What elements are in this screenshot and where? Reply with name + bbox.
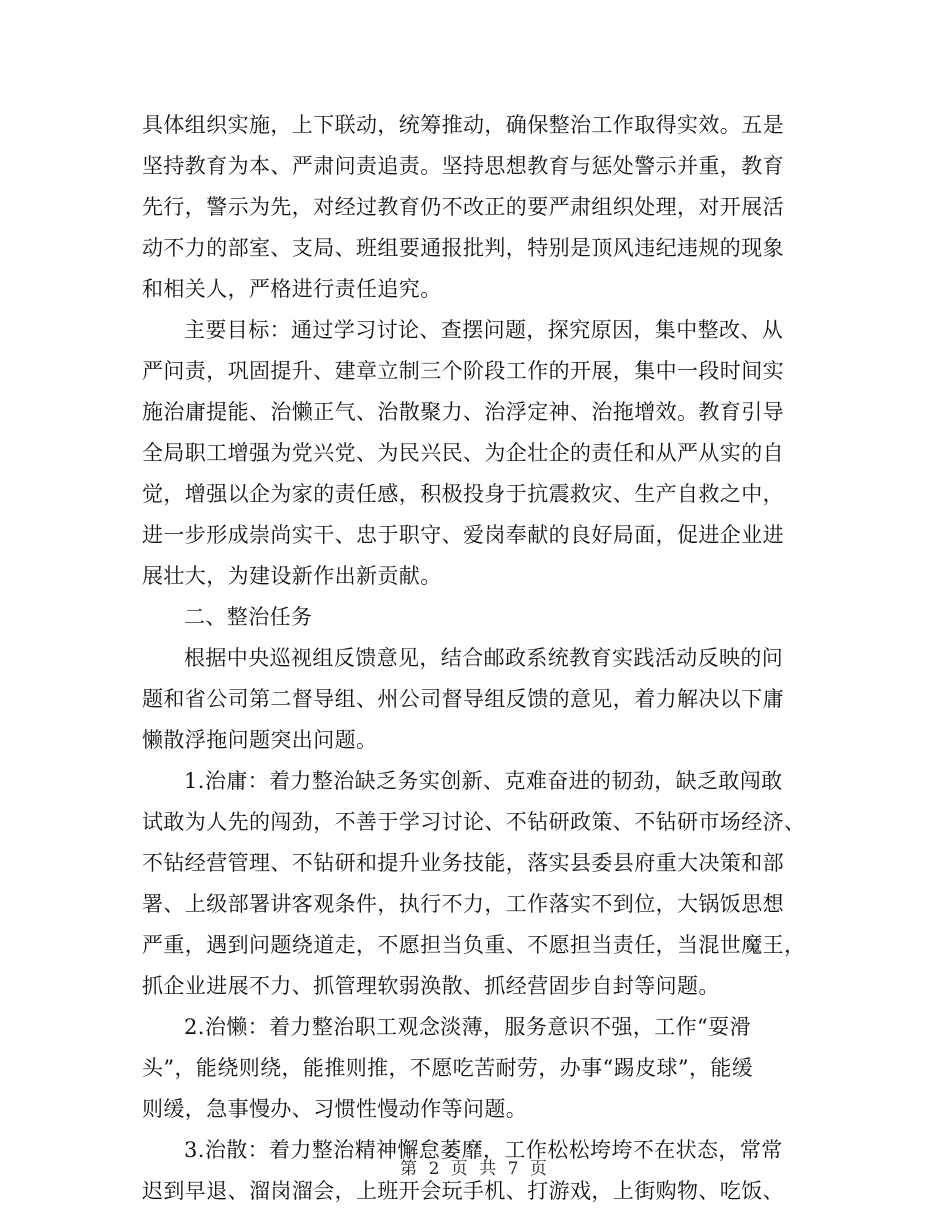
text-line: 则缓，急事慢办、习惯性慢动作等问题。: [142, 1097, 528, 1121]
text-line: 抓企业进展不力、抓管理软弱涣散、抓经营固步自封等问题。: [142, 974, 720, 998]
paragraph-start-item-2: 2.治懒：着力整治职工观念淡薄，服务意识不强，工作“耍滑: [184, 1015, 751, 1039]
page-number-footer: 第 2 页 共 7 页: [400, 1159, 550, 1179]
text-line: 懒散浮拖问题突出问题。: [142, 728, 378, 752]
text-line: 头”，能绕则绕，能推则推，不愿吃苦耐劳，办事“踢皮球”，能缓: [142, 1056, 754, 1080]
text-line: 全局职工增强为党兴党、为民兴民、为企壮企的责任和从严从实的自: [142, 441, 784, 465]
text-line: 严重，遇到问题绕道走，不愿担当负重、不愿担当责任，当混世魔王，: [142, 933, 806, 957]
text-line: 具体组织实施，上下联动，统筹推动，确保整治工作取得实效。五是: [142, 113, 784, 137]
text-line: 迟到早退、溜岗溜会，上班开会玩手机、打游戏，上街购物、吃饭、: [142, 1179, 784, 1203]
paragraph-start-main-goals: 主要目标：通过学习讨论、查摆问题，探究原因，集中整改、从: [184, 318, 784, 342]
document-body: [142, 110, 814, 1217]
text-line: 动不力的部室、支局、班组要通报批判，特别是顶风违纪违规的现象: [142, 236, 784, 260]
text-line: 不钻经营管理、不钻研和提升业务技能，落实县委县府重大决策和部: [142, 851, 784, 875]
paragraph-start-item-1: 1.治庸：着力整治缺乏务实创新、克难奋进的韧劲，缺乏敢闯敢: [184, 769, 783, 793]
paragraph-start-basis: 根据中央巡视组反馈意见，结合邮政系统教育实践活动反映的问: [184, 646, 784, 670]
text-line: 严问责，巩固提升、建章立制三个阶段工作的开展，集中一段时间实: [142, 359, 784, 383]
section-heading: 二、整治任务: [184, 605, 313, 629]
text-line: 署、上级部署讲客观条件，执行不力，工作落实不到位，大锅饭思想: [142, 892, 784, 916]
paragraph-start-item-3: 3.治散：着力整治精神懈怠萎靡，工作松松垮垮不在状态，常常: [184, 1138, 783, 1162]
text-line: 觉，增强以企为家的责任感，积极投身于抗震救灾、生产自救之中，: [142, 482, 784, 506]
text-line: 施治庸提能、治懒正气、治散聚力、治浮定神、治拖增效。教育引导: [142, 400, 784, 424]
text-line: 先行，警示为先，对经过教育仍不改正的要严肃组织处理，对开展活: [142, 195, 784, 219]
text-line: 试敢为人先的闯劲，不善于学习讨论、不钻研政策、不钻研市场经济、: [142, 810, 806, 834]
text-line: 和相关人，严格进行责任追究。: [142, 277, 442, 301]
text-line: 展壮大，为建设新作出新贡献。: [142, 564, 442, 588]
text-line: 题和省公司第二督导组、州公司督导组反馈的意见，着力解决以下庸: [142, 687, 784, 711]
text-line: 进一步形成崇尚实干、忠于职守、爱岗奉献的良好局面，促进企业进: [142, 523, 784, 547]
text-line: 坚持教育为本、严肃问责追责。坚持思想教育与惩处警示并重，教育: [142, 154, 784, 178]
